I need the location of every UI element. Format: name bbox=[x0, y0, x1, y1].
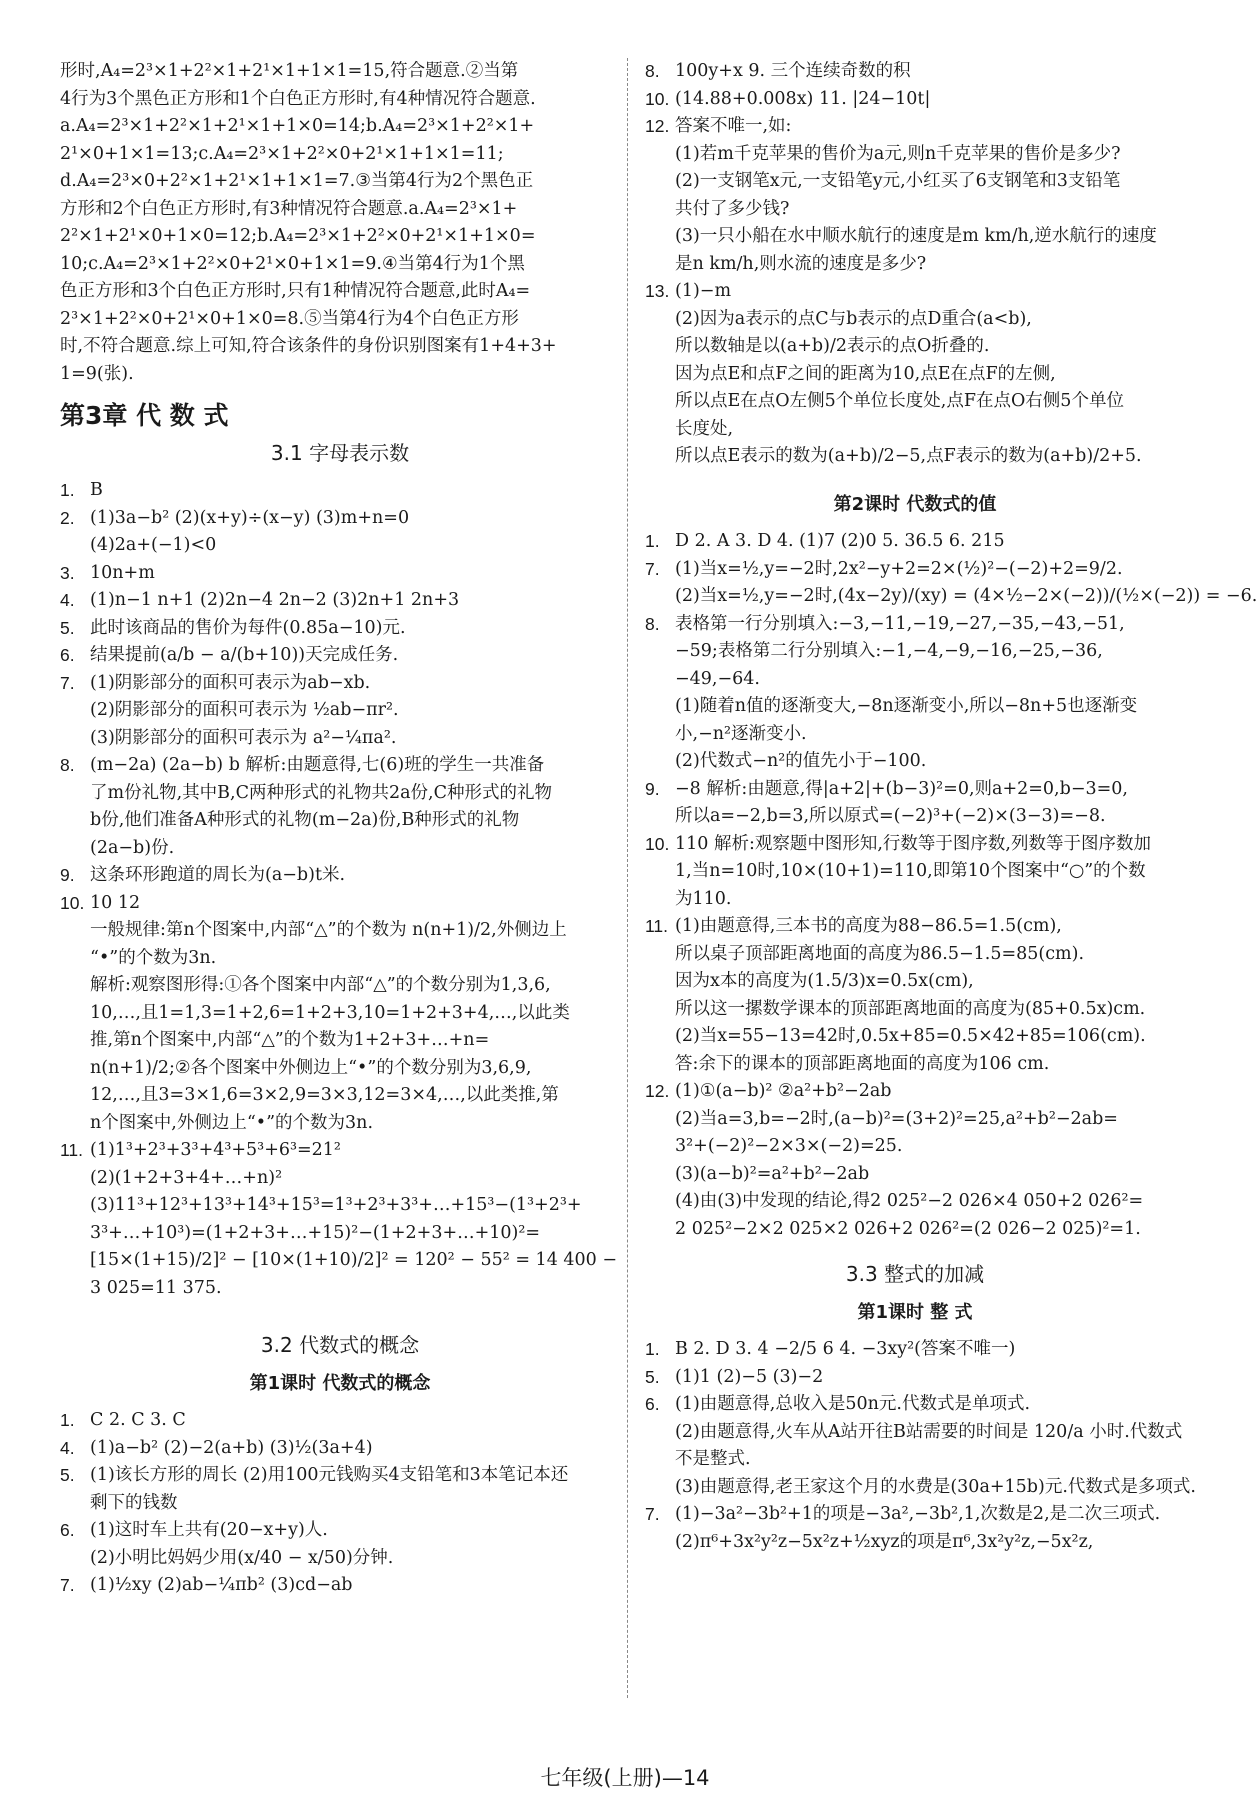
spacer bbox=[645, 1243, 1185, 1253]
answer-line: (1)1 (2)−5 (3)−2 bbox=[675, 1366, 824, 1387]
answer-line: −59;表格第二行分别填入:−1,−4,−9,−16,−25,−36, bbox=[675, 641, 1103, 661]
question-item bbox=[60, 615, 620, 643]
question-answer bbox=[90, 560, 620, 588]
question-number: 8. bbox=[60, 755, 75, 775]
lesson-title: 第1课时 代数式的概念 bbox=[249, 1372, 431, 1394]
answer-line: 小,−n²逐渐变小. bbox=[675, 723, 807, 744]
answer-line: (1)由题意得,三本书的高度为88−86.5=1.5(cm), bbox=[675, 916, 1062, 936]
intro-line: 4行为3个黑色正方形和1个白色正方形时,有4种情况符合题意. bbox=[60, 88, 536, 109]
question-number: 9. bbox=[60, 865, 75, 885]
question-item bbox=[60, 890, 620, 918]
answer-line: (1)①(a−b)² ②a²+b²−2ab bbox=[675, 1081, 892, 1101]
answer-line: (2)当x=½,y=−2时,(4x−2y)/(xy) = (4×½−2×(−2))/(½×(−2)) = −6. bbox=[675, 586, 1257, 606]
answer-line: 所以这一摞数学课本的顶部距离地面的高度为(85+0.5x)cm. bbox=[675, 998, 1146, 1019]
answer-line: (1)若m千克苹果的售价为a元,则n千克苹果的售价是多少? bbox=[675, 143, 1121, 164]
answer-line: 不是整式. bbox=[675, 1449, 751, 1469]
question-number: 6. bbox=[60, 645, 75, 665]
question-answer bbox=[90, 1572, 620, 1600]
answer-line: 100y+x 9. 三个连续奇数的积 bbox=[675, 61, 911, 81]
answer-line: (1)由题意得,总收入是50n元.代数式是单项式. bbox=[675, 1394, 1031, 1414]
answer-line: −49,−64. bbox=[675, 668, 760, 689]
lesson-title: 第2课时 代数式的值 bbox=[833, 493, 997, 515]
intro-line: d.A₄=2³×0+2²×1+2¹×1+1×1=7.③当第4行为2个黑色正 bbox=[60, 171, 534, 191]
intro-line: 方形和2个白色正方形时,有3种情况符合题意.a.A₄=2³×1+ bbox=[60, 198, 518, 219]
question-number: 1. bbox=[645, 531, 660, 551]
answer-line: 结果提前(a/b − a/(b+10))天完成任务. bbox=[90, 645, 399, 665]
answer-line: (1)3a−b² (2)(x+y)÷(x−y) (3)m+n=0 bbox=[90, 507, 410, 528]
answer-line: (3)阴影部分的面积可表示为 a²−¼πa². bbox=[90, 727, 397, 748]
question-item bbox=[645, 1501, 1185, 1556]
question-number: 11. bbox=[60, 1140, 84, 1160]
question-answer bbox=[90, 752, 620, 862]
question-number: 10. bbox=[645, 88, 670, 109]
spacer bbox=[645, 471, 1185, 481]
question-item bbox=[60, 642, 620, 670]
question-item bbox=[60, 505, 620, 560]
answer-line: (1)1³+2³+3³+4³+5³+6³=21² bbox=[90, 1140, 341, 1160]
question-answer bbox=[90, 1407, 620, 1435]
answer-line: (2)由题意得,火车从A站开往B站需要的时间是 120/a 小时.代数式 bbox=[675, 1421, 1183, 1442]
answer-line: (1)½xy (2)ab−¼πb² (3)cd−ab bbox=[90, 1575, 353, 1595]
answer-line: (1)−m bbox=[675, 281, 732, 301]
answer-line: 2 025²−2×2 025×2 026+2 026²=(2 026−2 025)²=1. bbox=[675, 1218, 1141, 1239]
answer-line: (2)(1+2+3+4+…+n)² bbox=[90, 1167, 283, 1188]
question-answer bbox=[675, 58, 1185, 86]
question-number: 12. bbox=[645, 116, 670, 136]
question-item bbox=[645, 556, 1257, 611]
answer-line: 110 解析:观察题中图形知,行数等于图序数,列数等于图序数加 bbox=[675, 833, 1151, 854]
question-answer bbox=[675, 528, 1185, 556]
answer-line: (2a−b)份. bbox=[90, 837, 175, 858]
answer-line: (1)−3a²−3b²+1的项是−3a²,−3b²,1,次数是2,是二次三项式. bbox=[675, 1504, 1161, 1524]
answer-line: B bbox=[90, 480, 103, 500]
question-answer bbox=[90, 1435, 620, 1463]
spacer bbox=[60, 1302, 620, 1324]
answer-line: 剩下的钱数 bbox=[90, 1492, 178, 1513]
answer-line: 推,第n个图案中,内部“△”的个数为1+2+3+…+n= bbox=[90, 1030, 490, 1050]
question-item bbox=[60, 670, 620, 753]
question-number: 10. bbox=[645, 833, 670, 854]
intro-line: 形时,A₄=2³×1+2²×1+2¹×1+1×1=15,符合题意.②当第 bbox=[60, 61, 519, 81]
question-answer bbox=[90, 1517, 620, 1572]
answer-line: (1)这时车上共有(20−x+y)人. bbox=[90, 1520, 328, 1540]
question-answer bbox=[90, 642, 620, 670]
question-number: 1. bbox=[60, 480, 75, 500]
answer-line: (3)一只小船在水中顺水航行的速度是m km/h,逆水航行的速度 bbox=[675, 226, 1157, 246]
answer-line: 因为x本的高度为(1.5/3)x=0.5x(cm), bbox=[675, 971, 974, 991]
answer-line: (1)n−1 n+1 (2)2n−4 2n−2 (3)2n+1 2n+3 bbox=[90, 590, 460, 610]
question-answer bbox=[90, 890, 620, 918]
answer-line: 所以点E表示的数为(a+b)/2−5,点F表示的数为(a+b)/2+5. bbox=[675, 446, 1142, 466]
answer-line: D 2. A 3. D 4. (1)7 (2)0 5. 36.5 6. 215 bbox=[675, 531, 1005, 551]
question-item bbox=[60, 1435, 620, 1463]
question-number: 5. bbox=[60, 1465, 75, 1485]
intro-line: 1=9(张). bbox=[60, 363, 134, 384]
question-number: 5. bbox=[60, 617, 75, 638]
answer-line: 10n+m bbox=[90, 562, 155, 583]
lesson-title: 第1课时 整 式 bbox=[857, 1301, 973, 1323]
chapter-title: 第3章 代 数 式 bbox=[60, 401, 229, 430]
question-item bbox=[645, 113, 1185, 278]
intro-line: 色正方形和3个白色正方形时,只有1种情况符合题意,此时A₄= bbox=[60, 281, 531, 301]
intro-line: 2³×1+2²×0+2¹×0+1×0=8.⑤当第4行为4个白色正方形 bbox=[60, 308, 519, 329]
question-item bbox=[645, 86, 1185, 114]
answer-line: (2)因为a表示的点C与b表示的点D重合(a<b), bbox=[675, 308, 1032, 329]
answer-line: 答:余下的课本的顶部距离地面的高度为106 cm. bbox=[675, 1053, 1050, 1074]
question-item bbox=[60, 1407, 620, 1435]
answer-line: (2)当a=3,b=−2时,(a−b)²=(3+2)²=25,a²+b²−2ab= bbox=[675, 1108, 1118, 1129]
question-number: 7. bbox=[60, 672, 75, 693]
answer-line: (4)2a+(−1)<0 bbox=[90, 535, 217, 555]
question-item bbox=[645, 278, 1185, 471]
question-number: 8. bbox=[645, 61, 660, 81]
intro-line: 10;c.A₄=2³×1+2²×0+2¹×0+1×1=9.④当第4行为1个黑 bbox=[60, 253, 525, 274]
answer-line: (1)该长方形的周长 (2)用100元钱购买4支铅笔和3本笔记本还 bbox=[90, 1465, 569, 1485]
answer-line: C 2. C 3. C bbox=[90, 1410, 186, 1430]
answer-line: (2)当x=55−13=42时,0.5x+85=0.5×42+85=106(cm). bbox=[675, 1026, 1146, 1046]
question-number: 10. bbox=[60, 892, 85, 913]
answer-line: 表格第一行分别填入:−3,−11,−19,−27,−35,−43,−51, bbox=[675, 613, 1125, 634]
answer-line: 共付了多少钱? bbox=[675, 198, 790, 219]
question-item bbox=[60, 477, 620, 505]
question-number: 7. bbox=[645, 1504, 660, 1524]
answer-line: “•”的个数为3n. bbox=[90, 947, 217, 968]
question-number: 2. bbox=[60, 507, 75, 528]
section-title: 3.1 字母表示数 bbox=[270, 440, 410, 465]
answer-line: (1)当x=½,y=−2时,2x²−y+2=2×(½)²−(−2)+2=9/2. bbox=[675, 558, 1123, 579]
question-answer bbox=[675, 278, 1185, 471]
answer-line: (2)小明比妈妈少用(x/40 − x/50)分钟. bbox=[90, 1547, 394, 1568]
answer-line: (4)由(3)中发现的结论,得2 025²−2 026×4 050+2 026²= bbox=[675, 1191, 1144, 1211]
intro-line: 2¹×0+1×1=13;c.A₄=2³×1+2²×0+2¹×1+1×1=11; bbox=[60, 143, 504, 164]
question-item bbox=[60, 752, 620, 862]
question-answer bbox=[675, 831, 1185, 914]
answer-line: (3)(a−b)²=a²+b²−2ab bbox=[675, 1163, 870, 1184]
question-answer bbox=[675, 86, 1185, 114]
page-footer: 七年级(上册)—14 bbox=[540, 1766, 710, 1790]
question-answer bbox=[675, 113, 1185, 278]
question-answer bbox=[675, 1501, 1185, 1556]
answer-line: 3³+…+10³)=(1+2+3+…+15)²−(1+2+3+…+10)²= bbox=[90, 1222, 541, 1243]
question-answer bbox=[90, 670, 620, 753]
question-answer bbox=[90, 587, 620, 615]
question-number: 8. bbox=[645, 613, 660, 634]
question-answer bbox=[90, 615, 620, 643]
intro-line: 时,不符合题意.综上可知,符合该条件的身份识别图案有1+4+3+ bbox=[60, 336, 557, 356]
question-item bbox=[645, 831, 1185, 914]
question-number: 4. bbox=[60, 1437, 75, 1458]
question-answer bbox=[675, 556, 1257, 611]
answer-line: 所以桌子顶部距离地面的高度为86.5−1.5=85(cm). bbox=[675, 943, 1085, 964]
question-item bbox=[645, 611, 1185, 776]
question-item bbox=[60, 560, 620, 588]
question-number: 4. bbox=[60, 590, 75, 610]
answer-line: n个图案中,外侧边上“•”的个数为3n. bbox=[90, 1112, 374, 1133]
question-answer bbox=[675, 1364, 1185, 1392]
question-item bbox=[60, 1572, 620, 1600]
answer-line: 3 025=11 375. bbox=[90, 1277, 222, 1298]
section-title: 3.3 整式的加减 bbox=[845, 1262, 985, 1286]
answer-line: 1,当n=10时,10×(10+1)=110,即第10个图案中“○”的个数 bbox=[675, 861, 1146, 881]
answer-line: (2)阴影部分的面积可表示为 ½ab−πr². bbox=[90, 700, 399, 720]
answer-line: 一般规律:第n个图案中,内部“△”的个数为 n(n+1)/2,外侧边上 bbox=[90, 920, 567, 940]
question-answer bbox=[90, 505, 620, 560]
question-answer bbox=[90, 477, 620, 505]
answer-line: 所以a=−2,b=3,所以原式=(−2)³+(−2)×(3−3)=−8. bbox=[675, 806, 1106, 826]
answer-line: (3)11³+12³+13³+14³+15³=1³+2³+3³+…+15³−(1³+2³+ bbox=[90, 1195, 582, 1215]
answer-line: 答案不唯一,如: bbox=[675, 116, 792, 136]
question-item bbox=[645, 776, 1185, 831]
answer-line: 所以点E在点O左侧5个单位长度处,点F在点O右侧5个单位 bbox=[675, 391, 1124, 411]
question-item bbox=[60, 1462, 620, 1517]
question-number: 3. bbox=[60, 562, 75, 583]
question-answer bbox=[90, 862, 620, 890]
answer-line: 这条环形跑道的周长为(a−b)t米. bbox=[90, 865, 346, 885]
answer-line: 所以数轴是以(a+b)/2表示的点O折叠的. bbox=[675, 336, 990, 356]
question-answer bbox=[90, 1462, 620, 1517]
answer-line: 解析:观察图形得:①各个图案中内部“△”的个数分别为1,3,6, bbox=[90, 975, 551, 995]
section-title: 3.2 代数式的概念 bbox=[260, 1333, 420, 1357]
answer-line: (1)随着n值的逐渐变大,−8n逐渐变小,所以−8n+5也逐渐变 bbox=[675, 696, 1138, 716]
question-number: 6. bbox=[645, 1394, 660, 1414]
answer-line: (2)代数式−n²的值先小于−100. bbox=[675, 751, 927, 771]
intro-line: a.A₄=2³×1+2²×1+2¹×1+1×0=14;b.A₄=2³×1+2²×1+ bbox=[60, 116, 535, 136]
question-item bbox=[645, 913, 1185, 1078]
question-number: 7. bbox=[60, 1575, 75, 1595]
left-column bbox=[60, 58, 620, 1600]
answer-line: 10,…,且1=1,3=1+2,6=1+2+3,10=1+2+3+4,…,以此类 bbox=[90, 1002, 570, 1023]
answer-line: 12,…,且3=3×1,6=3×2,9=3×3,12=3×4,…,以此类推,第 bbox=[90, 1085, 559, 1105]
question-number: 6. bbox=[60, 1520, 75, 1540]
question-answer bbox=[675, 776, 1185, 831]
question-item bbox=[60, 1137, 620, 1302]
answer-line: (2)π⁶+3x²y²z−5x²z+½xyz的项是π⁶,3x²y²z,−5x²z, bbox=[675, 1531, 1094, 1552]
question-item bbox=[645, 1391, 1196, 1501]
answer-line: (3)由题意得,老王家这个月的水费是(30a+15b)元.代数式是多项式. bbox=[675, 1476, 1196, 1497]
question-number: 9. bbox=[645, 778, 660, 799]
answer-line: (1)阴影部分的面积可表示为ab−xb. bbox=[90, 672, 371, 693]
intro-line: 2²×1+2¹×0+1×0=12;b.A₄=2³×1+2²×0+2¹×1+1×0= bbox=[60, 226, 536, 246]
question-number: 13. bbox=[645, 281, 670, 301]
question-item bbox=[645, 1336, 1185, 1364]
question-item bbox=[645, 528, 1185, 556]
right-column bbox=[645, 58, 1257, 1556]
answer-line: 为110. bbox=[675, 888, 732, 909]
question-number: 12. bbox=[645, 1081, 670, 1101]
question-number: 1. bbox=[60, 1410, 75, 1430]
question-number: 1. bbox=[645, 1339, 660, 1359]
answer-line: 10 12 bbox=[90, 892, 141, 913]
question-answer bbox=[675, 611, 1185, 776]
question-item bbox=[60, 1517, 620, 1572]
answer-line: (m−2a) (2a−b) b 解析:由题意得,七(6)班的学生一共准备 bbox=[90, 755, 545, 775]
question-answer bbox=[675, 913, 1185, 1078]
answer-line: 3²+(−2)²−2×3×(−2)=25. bbox=[675, 1136, 903, 1156]
question-item bbox=[645, 58, 1185, 86]
question-item bbox=[60, 587, 620, 615]
answer-line: [15×(1+15)/2]² − [10×(1+10)/2]² = 120² − 55² = 14 400 − bbox=[90, 1250, 618, 1270]
answer-line: n(n+1)/2;②各个图案中外侧边上“•”的个数分别为3,6,9, bbox=[90, 1057, 532, 1078]
answer-line: 因为点E和点F之间的距离为10,点E在点F的左侧, bbox=[675, 363, 1056, 384]
question-answer bbox=[90, 1137, 620, 1302]
question-item bbox=[645, 1364, 1185, 1392]
answer-line: (1)a−b² (2)−2(a+b) (3)½(3a+4) bbox=[90, 1437, 373, 1458]
answer-line: 此时该商品的售价为每件(0.85a−10)元. bbox=[90, 617, 406, 638]
answer-line: 了m份礼物,其中B,C两种形式的礼物共2a份,C种形式的礼物 bbox=[90, 782, 552, 803]
question-answer bbox=[675, 1336, 1185, 1364]
answer-line: b份,他们准备A种形式的礼物(m−2a)份,B种形式的礼物 bbox=[90, 810, 520, 830]
question-item bbox=[645, 1078, 1185, 1243]
question-item bbox=[60, 862, 620, 890]
question-number: 11. bbox=[645, 916, 669, 936]
answer-line: 长度处, bbox=[675, 418, 734, 439]
question-answer bbox=[675, 1078, 1185, 1243]
answer-line: (14.88+0.008x) 11. |24−10t| bbox=[675, 88, 931, 109]
question-answer bbox=[675, 1391, 1196, 1501]
answer-line: −8 解析:由题意,得|a+2|+(b−3)²=0,则a+2=0,b−3=0, bbox=[675, 778, 1128, 799]
answer-line: (2)一支钢笔x元,一支铅笔y元,小红买了6支钢笔和3支铅笔 bbox=[675, 171, 1121, 191]
question-number: 5. bbox=[645, 1366, 660, 1387]
column-divider bbox=[627, 58, 629, 1698]
answer-line: 是n km/h,则水流的速度是多少? bbox=[675, 253, 927, 274]
answer-line: B 2. D 3. 4 −2/5 6 4. −3xy²(答案不唯一) bbox=[675, 1339, 1016, 1359]
question-number: 7. bbox=[645, 558, 660, 579]
